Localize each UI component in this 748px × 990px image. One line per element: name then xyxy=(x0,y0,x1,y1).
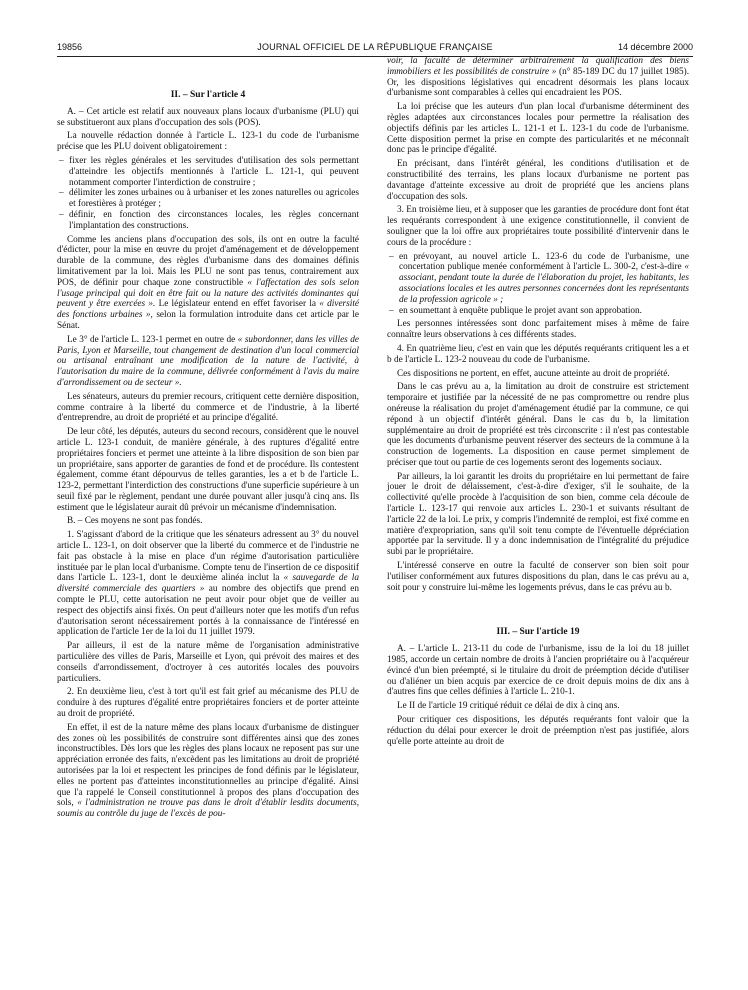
paragraph: Ces dispositions ne portent, en effet, aucune atteinte au droit de propriété. xyxy=(397,368,670,379)
section-heading-article-19: III. – Sur l'article 19 xyxy=(496,627,580,638)
paragraph-text: en prévoyant, au nouvel article L. 123-6 du code de l'urbanisme, une concertation publique menée conformément à l'article L. 300-2, c'est-à-dire xyxy=(399,251,689,273)
list-item xyxy=(387,252,689,306)
right-column xyxy=(387,56,689,750)
paragraph: La nouvelle rédaction donnée à l'article L. 123-1 du code de l'urbanisme précise que les PLU doivent obligatoirement : xyxy=(57,131,359,153)
quotation: « subordonner, dans les villes de Paris, Lyon et Marseille, tout changement de destination d'un local commercial ou artisanal entraînant une modification de la nature de l'activité, à l'autorisation du maire de la commune, délivrée conformément à l'avis du maire d'arrondissement ou de secteur ». xyxy=(57,334,359,388)
quotation: « l'administration ne trouve pas dans le droit d'établir lesdits documents, soumis au contrôle du juge de l'excès de pou- xyxy=(57,798,360,820)
paragraph: Les sénateurs, auteurs du premier recours, critiquent cette dernière disposition, comme contraire à la liberté du commerce et de l'industrie, à la liberté d'entreprendre, au droit de propriété et au principe d'égalité. xyxy=(57,391,359,424)
paragraph-text: 1. S'agissant d'abord de la critique que les sénateurs adressent au 3° du nouvel article L. 123-1, on doit observer que la liberté du commerce et de l'industrie ne fait pas obstacle à la mise en place d'un régime d'autorisation particulière instituée par le plan local d'urbanisme. Compte tenu de l'insertion de ce dispositif dans l'article L. 123-1, dont le deuxième alinéa inclut la xyxy=(57,530,359,584)
paragraph: L'intéressé conserve en outre la faculté de conserver son bien soit pour l'utiliser conformément aux futures dispositions du plan, dans le cas prévu au a, soit pour y construire lui-même les logements prévus, dans le cas prévu au b. xyxy=(387,561,689,593)
paragraph-text: Le 3° de l'article L. 123-1 permet en outre de xyxy=(67,334,236,345)
journal-title: JOURNAL OFFICIEL DE LA RÉPUBLIQUE FRANÇAISE xyxy=(257,42,493,52)
paragraph xyxy=(57,335,359,389)
quotation: « diversité des fonctions urbaines », xyxy=(57,299,360,321)
paragraph: De leur côté, les députés, auteurs du second recours, considèrent que le nouvel article L. 123-1 conduit, de manière générale, à des ruptures d'égalité entre propriétaires fonciers et permet une atteinte à la libre disposition de son bien par un propriétaire, sans apporter de garanties de fond et de procédure. Ils contestent également, comme étant dépourvus de telles garanties, les a et b de l'article L. 123-2, permettant l'interdiction des constructions d'une superficie supérieure à un seuil fixé par le règlement, pendant une durée pouvant aller jusqu'à cinq ans. Ils estiment que le législateur aurait dû prévoir un mécanisme d'indemnisation. xyxy=(57,427,359,513)
paragraph: A. – Cet article est relatif aux nouveaux plans locaux d'urbanisme (PLU) qui se substitueront aux plans d'occupation des sols (POS). xyxy=(57,106,359,128)
procedure-list xyxy=(387,252,689,317)
list-item: – fixer les règles générales et les servitudes d'utilisation des sols permettant d'atteindre les objectifs mentionnés à l'article L. 121-1, qui peuvent notamment comporter l'interdiction de construire ; xyxy=(57,156,359,188)
page-number: 19856 xyxy=(57,42,83,52)
paragraph: Par ailleurs, il est de la nature même de l'organisation administrative particulière des villes de Paris, Marseille et Lyon, qui prévoit des maires et des conseils d'arrondissement, d'octroyer à ces autorités locales des pouvoirs particuliers. xyxy=(57,641,359,684)
paragraph-text: En effet, il est de la nature même des plans locaux d'urbanisme de distinguer des zones où les possibilités de construire sont différentes ainsi que des zones inconstructibles. Dès lors que les règles des plans locaux ne reposent pas sur une appréciation erronée des faits, n'excèdent pas les limitations au droit de propriété autorisées par la loi et respectent les principes de fond définis par le législateur, elles ne portent pas d'atteintes inconstitutionnelles au principe d'égalité. Ainsi que l'a rappelé le Conseil constitutionnel à propos des plans d'occupation des sols, xyxy=(57,722,359,809)
paragraph: A. – L'article L. 213-11 du code de l'urbanisme, issu de la loi du 18 juillet 1985, accorde un certain nombre de droits à l'ancien propriétaire ou à l'acquéreur évincé d'un bien préempté, si le titulaire du droit de préemption décide d'utiliser ou d'aliéner un bien acquis par exercice de ce droit depuis moins de dix ans à d'autres fins que celles définies à l'article L. 210-1. xyxy=(387,644,689,698)
paragraph: Le II de l'article 19 critiqué réduit ce délai de dix à cinq ans. xyxy=(397,701,620,712)
paragraph xyxy=(57,530,359,638)
paragraph-text: (n° 85-189 DC du 17 juillet 1985). Or, les dispositions législatives qui encadrent désormais les plans locaux d'urbanisme sont comparables à celles qui encadraient les POS. xyxy=(387,66,690,99)
paragraph xyxy=(387,56,689,99)
paragraph: Pour critiquer ces dispositions, les députés requérants font valoir que la réduction du délai pour exercer le droit de préemption n'est pas justifiée, alors qu'elle porte atteinte au droit de xyxy=(387,715,689,747)
quotation: voir, la faculté de déterminer arbitrairement la qualification des biens immobiliers et les possibilités de construire » xyxy=(387,56,689,77)
obligations-list xyxy=(57,156,359,232)
paragraph: 4. En quatrième lieu, c'est en vain que les députés requérants critiquent les a et b de l'article L. 123-2 nouveau du code de l'urbanisme. xyxy=(387,343,689,365)
list-item: – en soumettant à enquête publique le projet avant son approbation. xyxy=(387,306,689,317)
section-heading-article-4: II. – Sur l'article 4 xyxy=(170,90,246,100)
paragraph-text: Comme les anciens plans d'occupation des sols, ils ont en outre la faculté d'édicter, pour la mise en œuvre du projet d'aménagement et de développement durable de la commune, des règles d'urbanisme dans des domaines définis limitativement par la loi. Mais les PLU ne sont pas tenus, contrairement aux POS, de définir pour chaque zone constructible xyxy=(57,234,359,288)
paragraph: Dans le cas prévu au a, la limitation au droit de construire est strictement temporaire et justifiée par la nécessité de ne pas compromettre ou rendre plus onéreuse la réalisation du projet d'aménagement étudié par la commune, ce qui répond à un objectif d'intérêt général. Dans le cas du b, la limitation supplémentaire au droit de propriété est très circonscrite : il n'est pas contestable que les documents d'urbanisme peuvent réserver des secteurs de la commune à la construction de logements. La disposition en cause permet simplement de préciser que tout ou partie de ces logements seront des logements sociaux. xyxy=(387,382,689,468)
quotation: « sauvegarde de la diversité commerciale des quartiers » xyxy=(57,573,359,595)
paragraph-text: Le législateur entend en effet favoriser la xyxy=(158,299,317,310)
paragraph-text: au nombre des objectifs que prend en compte le PLU, cette autorisation ne peut avoir pour objet que de veiller au respect des objectifs ainsi fixés. On peut d'ailleurs noter que les motifs d'un refus d'autorisation seront nécessairement portés à la connaissance de l'intéressé en application de l'article 1er de la loi du 11 juillet 1979. xyxy=(57,584,359,638)
paragraph: Par ailleurs, la loi garantit les droits du propriétaire en lui permettant de faire jouer le droit de délaissement, c'est-à-dire d'exiger, s'il le souhaite, de la collectivité qu'elle procède à l'acquisition de son bien, comme cela découle de l'article L. 123-17 qui renvoie aux articles L. 230-1 et suivants résultant de l'article 22 de la loi. Le prix, y compris l'indemnité de remploi, est fixé comme en matière d'expropriation, sans qu'il soit tenu compte de l'éventuelle dépréciation apportée par la servitude. Il y a donc indemnisation de l'intégralité du préjudice subi par le propriétaire. xyxy=(387,471,689,558)
paragraph: La loi précise que les auteurs d'un plan local d'urbanisme déterminent des règles adaptées aux circonstances locales pour permettre la réalisation des objectifs définis par les articles L. 121-1 et L. 123-1 du code de l'urbanisme. Cette disposition permet la prise en compte des particularités et ne méconnaît donc pas le principe d'égalité. xyxy=(387,102,689,156)
left-column xyxy=(57,62,359,823)
paragraph: 3. En troisième lieu, et à supposer que les garanties de procédure dont font état les requérants correspondent à une exigence constitutionnelle, il convient de souligner que la loi offre aux propriétaires toute possibilité d'intervenir dans le cours de la procédure : xyxy=(387,205,689,248)
issue-date: 14 décembre 2000 xyxy=(617,42,693,52)
list-item: – délimiter les zones urbaines ou à urbaniser et les zones naturelles ou agricoles et forestières à protéger ; xyxy=(57,188,359,210)
paragraph: Les personnes intéressées sont donc parfaitement mises à même de faire connaître leurs observations à ces différents stades. xyxy=(387,319,689,341)
list-item: – définir, en fonction des circonstances locales, les règles concernant l'implantation des constructions. xyxy=(57,210,359,232)
quotation: « associant, pendant toute la durée de l'élaboration du projet, les habitants, les associations locales et les autres personnes concernées dont les représentants de la profession agricole » ; xyxy=(399,262,690,305)
quotation: « l'affectation des sols selon l'usage principal qui doit en être fait ou la nature des activités dominantes qui peuvent y être exercées ». xyxy=(57,277,360,310)
paragraph-text: selon la formulation introduite dans cet article par le Sénat. xyxy=(57,310,360,331)
paragraph: B. – Ces moyens ne sont pas fondés. xyxy=(67,516,203,527)
paragraph xyxy=(57,235,359,332)
page-header xyxy=(57,42,693,56)
paragraph: 2. En deuxième lieu, c'est à tort qu'il est fait grief au mécanisme des PLU de conduire à des ruptures d'égalité entre propriétaires fonciers et de porter atteinte au droit de propriété. xyxy=(57,687,359,720)
paragraph: En précisant, dans l'intérêt général, les conditions d'utilisation et de constructibilité des terrains, les plans locaux d'urbanisme ne portent pas davantage d'atteinte excessive au droit de propriété que les anciens plans d'occupation des sols. xyxy=(387,159,689,202)
paragraph xyxy=(57,723,359,820)
